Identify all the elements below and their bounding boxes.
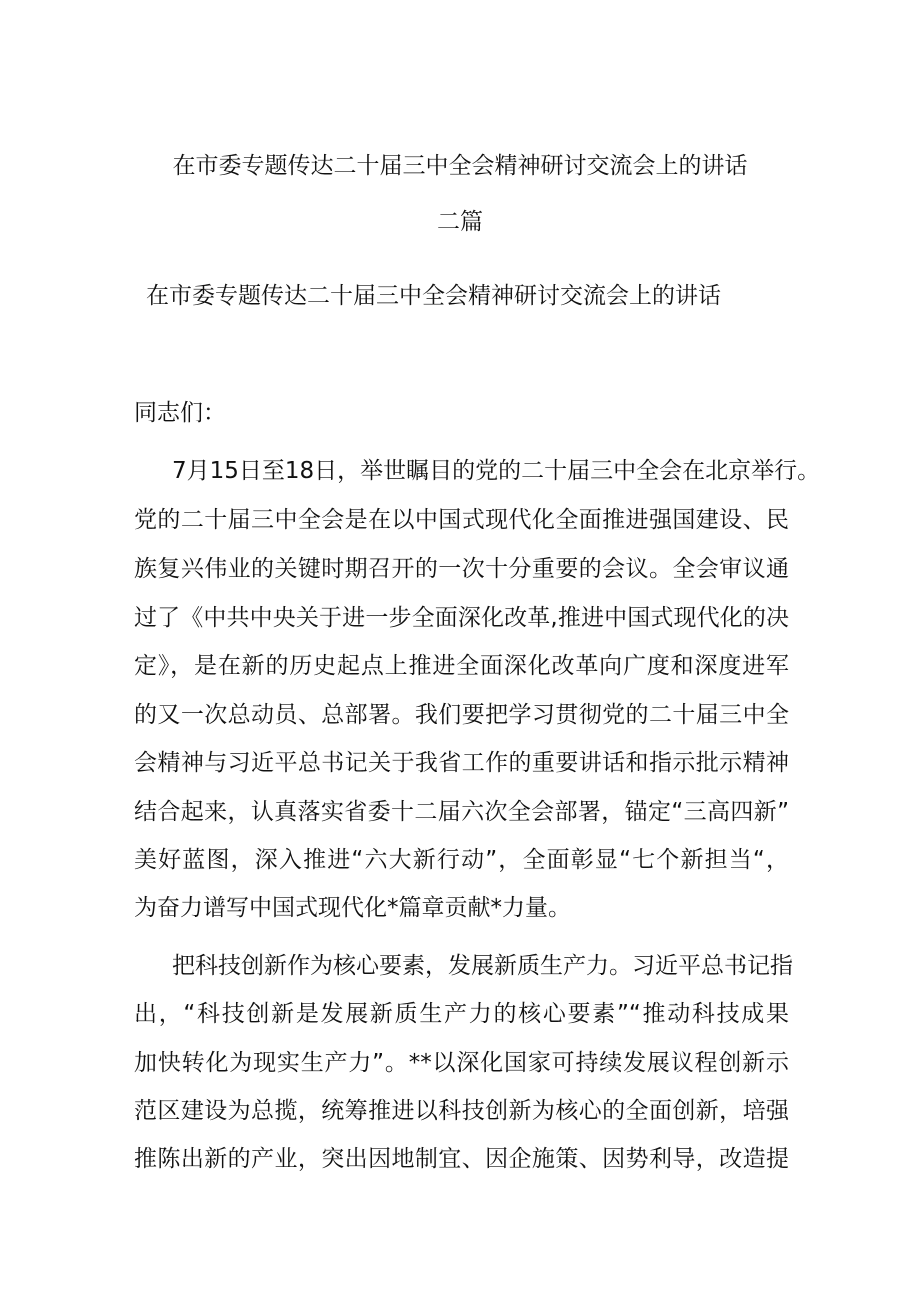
paragraph-1-line: 美好蓝图，深入推进“六大新行动”，全面彰显“七个新担当“，: [134, 847, 789, 873]
paragraph-1-line: 的又一次总动员、总部署。我们要把学习贯彻党的二十届三中全: [134, 702, 789, 728]
paragraph-1-line: 为奋力谱写中国式现代化*篇章贡献*力量。: [134, 895, 571, 921]
document-title-line-2: 二篇: [437, 209, 483, 235]
paragraph-1-line: 会精神与习近平总书记关于我省工作的重要讲话和指示批示精神: [134, 750, 789, 776]
paragraph-1-line: 族复兴伟业的关键时期召开的一次十分重要的会议。全会审议通: [134, 556, 789, 582]
paragraph-2-line: 推陈出新的产业，突出因地制宜、因企施策、因势利导，改造提: [134, 1146, 789, 1172]
paragraph-1-line: 过了《中共中央关于进一步全面深化改革,推进中国式现代化的决: [134, 605, 789, 631]
paragraph-2-line: 范区建设为总揽，统筹推进以科技创新为核心的全面创新，培强: [134, 1098, 789, 1124]
paragraph-1-line: 7月15日至18日，举世瞩目的党的二十届三中全会在北京举行。: [172, 458, 821, 484]
salutation: 同志们：: [134, 400, 226, 426]
paragraph-2-line: 把科技创新作为核心要素，发展新质生产力。习近平总书记指: [172, 953, 793, 979]
paragraph-2-line: 出，“科技创新是发展新质生产力的核心要素”“推动科技成果: [134, 1001, 789, 1027]
paragraph-2-line: 加快转化为现实生产力”。**以深化国家可持续发展议程创新示: [134, 1050, 789, 1076]
paragraph-1-line: 党的二十届三中全会是在以中国式现代化全面推进强国建设、民: [134, 507, 789, 533]
document-title-line-1: 在市委专题传达二十届三中全会精神研讨交流会上的讲话: [172, 153, 748, 179]
paragraph-1-line: 结合起来，认真落实省委十二届六次全会部署，锚定“三高四新”: [134, 799, 789, 825]
document-subtitle: 在市委专题传达二十届三中全会精神研讨交流会上的讲话: [146, 283, 721, 309]
paragraph-1-line: 定》，是在新的历史起点上推进全面深化改革向广度和深度进军: [134, 653, 789, 679]
